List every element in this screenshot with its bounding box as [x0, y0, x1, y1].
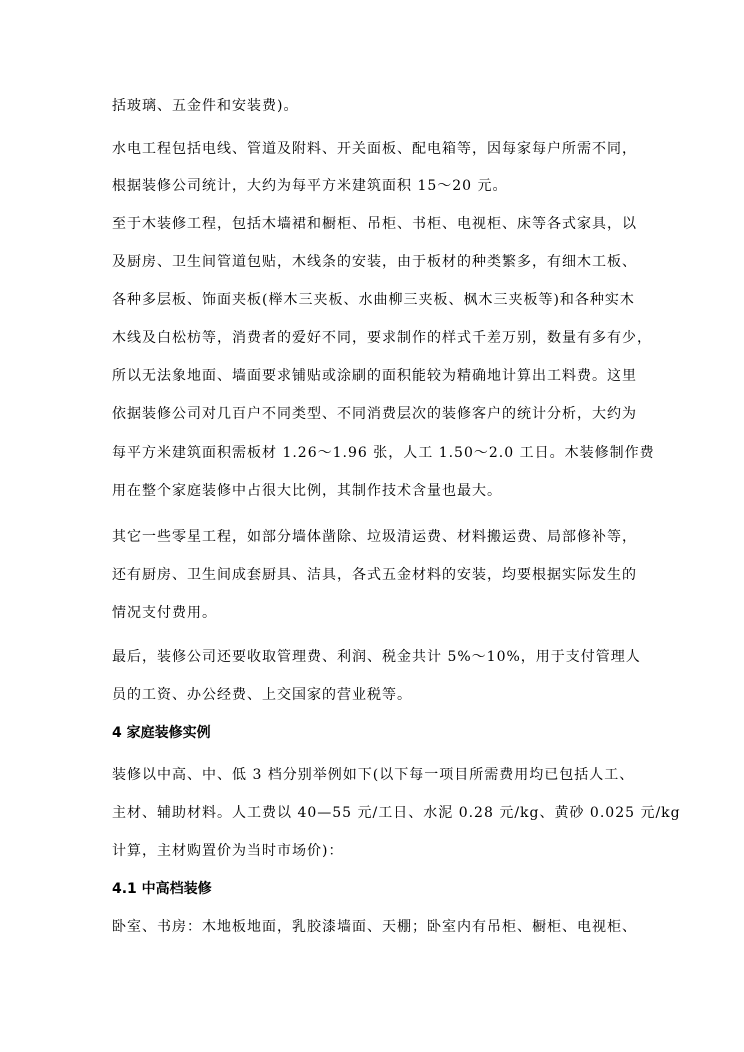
paragraph-line: 主材、辅助材料。人工费以 40—55 元/工日、水泥 0.28 元/kg、黄砂 0.025 元/kg: [112, 805, 681, 821]
paragraph-line: 还有厨房、卫生间成套厨具、洁具，各式五金材料的安装，均要根据实际发生的: [112, 567, 637, 583]
paragraph-line: 用在整个家庭装修中占很大比例，其制作技术含量也最大。: [112, 483, 502, 499]
paragraph-line: 情况支付费用。: [112, 605, 217, 621]
paragraph-line: 根据装修公司统计，大约为每平方米建筑面积 15～20 元。: [112, 178, 508, 194]
paragraph-line: 员的工资、办公经费、上交国家的营业税等。: [112, 687, 412, 703]
section-heading-4-1: 4.1 中高档装修: [112, 881, 212, 897]
paragraph-line: 及厨房、卫生间管道包贴，木线条的安装，由于板材的种类繁多，有细木工板、: [112, 254, 637, 270]
paragraph-line: 计算，主材购置价为当时市场价)：: [112, 843, 344, 859]
paragraph-line: 装修以中高、中、低 3 档分别举例如下(以下每一项目所需费用均已包括人工、: [112, 767, 635, 783]
paragraph-line: 其它一些零星工程，如部分墙体凿除、垃圾清运费、材料搬运费、局部修补等，: [112, 529, 637, 545]
paragraph-line: 最后，装修公司还要收取管理费、利润、税金共计 5%～10%，用于支付管理人: [112, 649, 641, 665]
paragraph-line: 各种多层板、饰面夹板(榉木三夹板、水曲柳三夹板、枫木三夹板等)和各种实木: [112, 292, 635, 308]
section-heading-4: 4 家庭装修实例: [112, 725, 211, 741]
paragraph-line: 括玻璃、五金件和安装费)。: [112, 98, 299, 114]
paragraph-line: 木线及白松枋等，消费者的爱好不同，要求制作的样式千差万别，数量有多有少，: [112, 330, 652, 346]
paragraph-line: 每平方米建筑面积需板材 1.26～1.96 张，人工 1.50～2.0 工日。木装修制作费: [112, 445, 655, 461]
paragraph-line: 水电工程包括电线、管道及附料、开关面板、配电箱等，因每家每户所需不同，: [112, 141, 637, 157]
paragraph-line: 依据装修公司对几百户不同类型、不同消费层次的装修客户的统计分析，大约为: [112, 406, 637, 422]
paragraph-line: 卧室、书房：木地板地面，乳胶漆墙面、天棚；卧室内有吊柜、橱柜、电视柜、: [112, 919, 637, 935]
paragraph-line: 所以无法象地面、墙面要求铺贴或涂刷的面积能较为精确地计算出工料费。这里: [112, 368, 637, 384]
paragraph-line: 至于木装修工程，包括木墙裙和橱柜、吊柜、书柜、电视柜、床等各式家具，以: [112, 216, 637, 232]
